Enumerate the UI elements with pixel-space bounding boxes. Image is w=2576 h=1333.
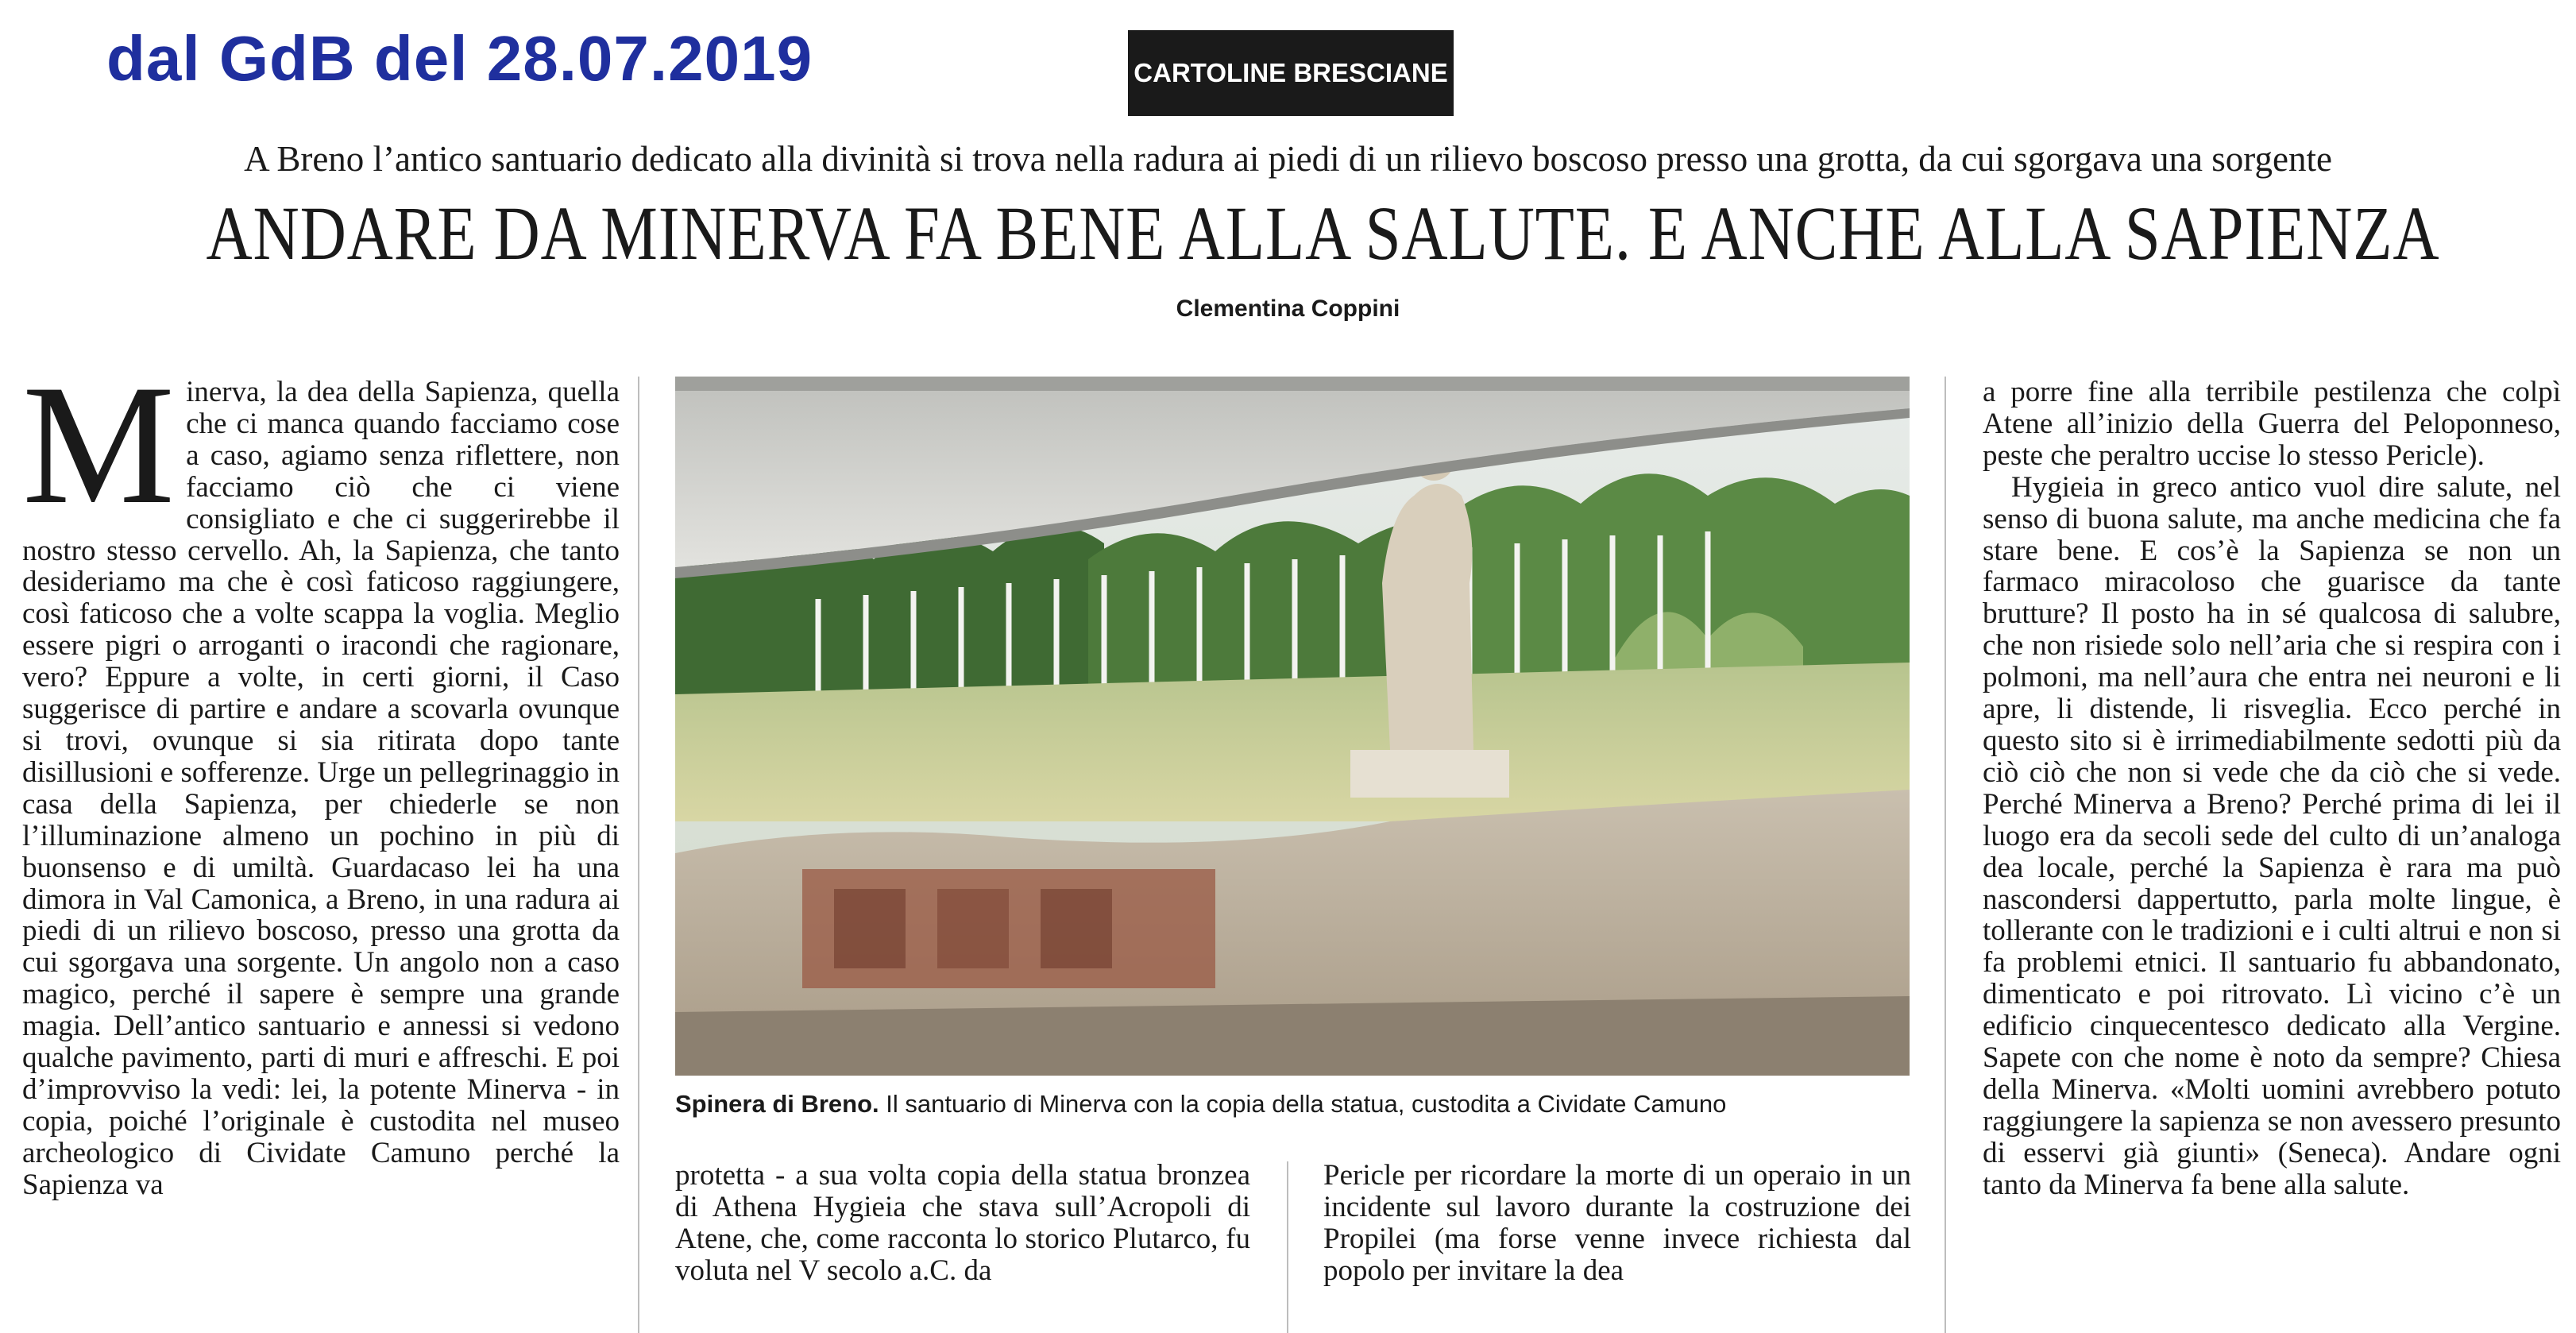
article-body-text: protetta - a sua volta copia della statua bronzea di Athena Hygieia che stava sull’Acropoli di Atene, che, come racconta lo storico Plutarco, fu voluta nel V secolo a.C. da	[675, 1160, 1250, 1287]
caption-text: Il santuario di Minerva con la copia della statua, custodita a Cividate Camuno	[879, 1090, 1727, 1118]
headline: ANDARE DA MINERVA FA BENE ALLA SALUTE. E ANCHE ALLA SAPIENZA	[206, 191, 2440, 276]
drop-cap: M	[22, 377, 176, 539]
column-rule	[1287, 1161, 1288, 1333]
article-paragraph: a porre fine alla terribile pestilenza che colpì Atene all’inizio della Guerra del Peloponneso, peste che peraltro uccise lo stesso Pericle).	[1983, 377, 2561, 472]
photo-caption	[675, 1090, 1910, 1119]
column-rule	[1945, 377, 1946, 1333]
article-body-text: inerva, la dea della Sapienza, quella che ci manca quando facciamo cose a caso, agiamo senza riflettere, non facciamo ciò che ci viene consigliato e che ci suggerirebbe il nostro stesso cervello. Ah, la Sapienza, che tanto desideriamo ma che è così faticoso raggiungere, così faticoso che a volte scappa la voglia. Meglio essere pigri o arroganti o iracondi che ragionare, vero? Eppure a volte, in certi giorni, il Caso suggerisce di partire e andare a scovarla ovunque si trovi, ovunque si sia ritirata dopo tante disillusioni e sofferenze. Urge un pellegrinaggio in casa della Sapienza, per chiederle se non l’illuminazione almeno un pochino in più di buonsenso e di umiltà. Guardacaso lei ha una dimora in Val Camonica, a Breno, in una radura ai piedi di un rilievo boscoso, presso una grotta da cui sgorgava una sorgente. Un angolo non a caso magico, perché il sapere è sempre una grande magia. Dell’antico santuario e annessi si vedono qualche pavimento, parti di muri e affreschi. E poi d’improvviso la vedi: lei, la potente Minerva - in copia, poiché l’originale è custodita nel museo archeologico di Cividate Camuno perché la Sapienza va	[22, 377, 620, 1201]
article-column-3	[1983, 377, 2561, 1333]
article-column-2b	[1323, 1160, 1911, 1333]
article-column-1	[22, 377, 620, 1333]
sanctuary-photo	[675, 377, 1910, 1076]
article-paragraph: Hygieia in greco antico vuol dire salute, nel senso di buona salute, ma anche medicina che fa stare bene. E cos’è la Sapienza se non un farmaco miracoloso che guarisce da tante brutture? Il posto ha in sé qualcosa di salubre, che non risiede solo nell’aria che si respira con i polmoni, ma nell’aura che entra nei neuroni e li apre, li distende, li risveglia. Ecco perché in questo sito si è irrimediabilmente sedotti più da ciò ciò che non si vede che da ciò che si vede. Perché Minerva a Breno? Perché prima di lei il luogo era da secoli sede del culto di un’analoga dea locale, perché la Sapienza è rara ma può nascondersi dappertutto, parla molte lingue, è tollerante con le tradizioni e i culti altrui e non si fa problemi etnici. Il santuario fu abbandonato, dimenticato e poi ritrovato. Lì vicino c’è un edificio cinquecentesco dedicato alla Vergine. Sapete con che nome è noto da sempre? Chiesa della Minerva. «Molti uomini avrebbero potuto raggiungere la sapienza se non avessero presunto di esservi già giunti» (Seneca). Andare ogni tanto da Minerva fa bene alla salute.	[1983, 470, 2561, 1201]
subheadline: A Breno l’antico santuario dedicato alla divinità si trova nella radura ai piedi di un rilievo boscoso presso una grotta, da cui sgorgava una sorgente	[244, 139, 2332, 179]
author-byline: Clementina Coppini	[1176, 296, 1400, 322]
source-line: dal GdB del 28.07.2019	[106, 23, 813, 94]
caption-location: Spinera di Breno.	[675, 1090, 879, 1118]
section-badge: CARTOLINE BRESCIANE	[1128, 30, 1454, 116]
article-body-text: Pericle per ricordare la morte di un operaio in un incidente sul lavoro durante la costruzione dei Propilei (ma forse venne invece richiesta dal popolo per invitare la dea	[1323, 1160, 1911, 1287]
column-rule	[638, 377, 639, 1333]
article-column-2a	[675, 1160, 1250, 1333]
